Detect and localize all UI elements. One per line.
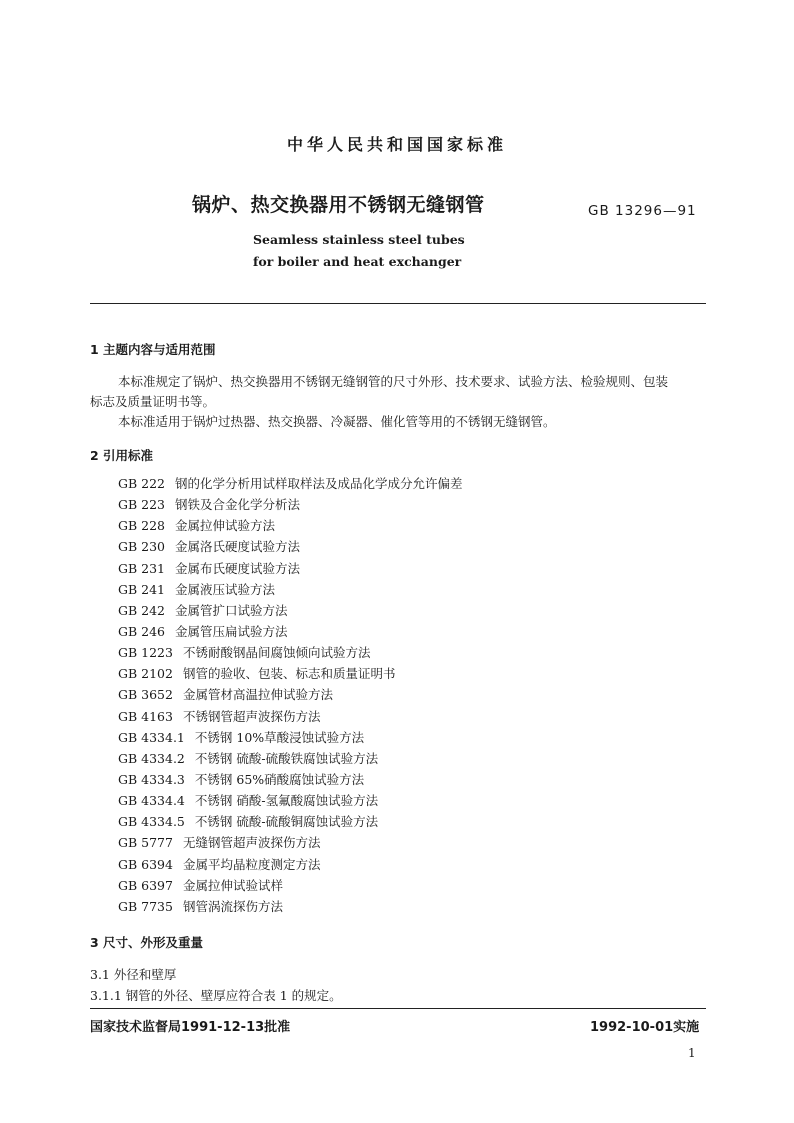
document-title-en-line2: for boiler and heat exchanger — [253, 254, 462, 269]
reference-title: 不锈钢 硫酸-硫酸铜腐蚀试验方法 — [194, 814, 379, 830]
reference-item — [118, 811, 463, 832]
reference-title: 金属管扩口试验方法 — [175, 602, 288, 618]
reference-code: GB 246 — [118, 623, 166, 639]
section-3-1-1-text: 3.1.1 钢管的外径、壁厚应符合表 1 的规定。 — [90, 988, 342, 1003]
reference-code: GB 1223 — [118, 645, 173, 661]
reference-item — [118, 515, 463, 536]
document-title-cn: 锅炉、热交换器用不锈钢无缝钢管 — [192, 194, 485, 216]
reference-code: GB 4163 — [118, 708, 173, 724]
reference-title: 不锈钢 硝酸-氢氟酸腐蚀试验方法 — [194, 793, 379, 809]
footer-divider — [90, 1008, 706, 1009]
reference-code: GB 4334.1 — [118, 729, 185, 745]
approval-date: 国家技术监督局1991-12-13批准 — [90, 1020, 291, 1035]
reference-code: GB 241 — [118, 581, 166, 597]
section-1-paragraph-1-line-1: 本标准规定了锅炉、热交换器用不锈钢无缝钢管的尺寸外形、技术要求、试验方法、检验规则、包装 — [118, 374, 669, 389]
reference-title: 不锈钢 65%硝酸腐蚀试验方法 — [194, 771, 365, 787]
section-2-heading: 2 引用标准 — [90, 448, 154, 463]
reference-item — [118, 600, 463, 621]
reference-code: GB 6397 — [118, 877, 173, 893]
reference-code: GB 7735 — [118, 898, 173, 914]
section-1-paragraph-2: 本标准适用于锅炉过热器、热交换器、冷凝器、催化管等用的不锈钢无缝钢管。 — [118, 414, 556, 429]
reference-code: GB 231 — [118, 560, 166, 576]
reference-title: 钢管涡流探伤方法 — [182, 898, 283, 914]
reference-code: GB 6394 — [118, 856, 173, 872]
reference-code: GB 2102 — [118, 666, 173, 682]
reference-code: GB 230 — [118, 539, 166, 555]
reference-item — [118, 621, 463, 642]
reference-code: GB 228 — [118, 518, 166, 534]
reference-item — [118, 684, 463, 705]
page-number: 1 — [688, 1046, 696, 1060]
standard-number: GB 13296—91 — [588, 203, 697, 219]
reference-item — [118, 896, 463, 917]
reference-title: 金属平均晶粒度测定方法 — [182, 856, 321, 872]
section-3-1-heading: 3.1 外径和壁厚 — [90, 967, 177, 982]
section-3-heading: 3 尺寸、外形及重量 — [90, 935, 204, 950]
reference-title: 钢的化学分析用试样取样法及成品化学成分允许偏差 — [175, 476, 463, 491]
reference-title: 金属布氏硬度试验方法 — [175, 560, 301, 576]
document-title-en-line1: Seamless stainless steel tubes — [253, 232, 465, 247]
reference-title: 金属液压试验方法 — [175, 581, 276, 597]
reference-code: GB 4334.4 — [118, 793, 185, 809]
reference-item — [118, 790, 463, 811]
reference-title: 金属洛氏硬度试验方法 — [175, 539, 301, 555]
reference-code: GB 4334.2 — [118, 750, 185, 766]
reference-item — [118, 473, 463, 494]
reference-title: 不锈耐酸钢晶间腐蚀倾向试验方法 — [182, 645, 371, 661]
national-standard-header: 中华人民共和国国家标准 — [286, 135, 507, 154]
reference-code: GB 223 — [118, 497, 166, 513]
reference-item — [118, 642, 463, 663]
reference-code: GB 5777 — [118, 835, 173, 851]
effective-date: 1992-10-01实施 — [590, 1020, 700, 1035]
reference-title: 无缝钢管超声波探伤方法 — [182, 835, 321, 851]
reference-item — [118, 558, 463, 579]
reference-code: GB 4334.5 — [118, 814, 185, 830]
reference-title: 金属拉伸试验试样 — [182, 877, 283, 893]
reference-item — [118, 769, 463, 790]
reference-item — [118, 706, 463, 727]
reference-item — [118, 579, 463, 600]
reference-item — [118, 663, 463, 684]
reference-title: 不锈钢 硫酸-硫酸铁腐蚀试验方法 — [194, 750, 379, 766]
reference-item — [118, 854, 463, 875]
reference-code: GB 4334.3 — [118, 771, 185, 787]
reference-item — [118, 494, 463, 515]
reference-item — [118, 727, 463, 748]
reference-standards-list — [118, 473, 463, 917]
header-divider — [90, 303, 706, 304]
reference-title: 金属管材高温拉伸试验方法 — [182, 687, 333, 703]
reference-title: 不锈钢 10%草酸浸蚀试验方法 — [194, 729, 365, 745]
reference-title: 钢管的验收、包装、标志和质量证明书 — [182, 666, 396, 682]
reference-item — [118, 875, 463, 896]
reference-title: 金属管压扁试验方法 — [175, 623, 288, 639]
reference-title: 钢铁及合金化学分析法 — [175, 497, 301, 513]
reference-code: GB 3652 — [118, 687, 173, 703]
reference-title: 金属拉伸试验方法 — [175, 518, 276, 534]
section-1-heading: 1 主题内容与适用范围 — [90, 342, 216, 357]
reference-code: GB 222 — [118, 476, 166, 491]
reference-item — [118, 832, 463, 853]
section-1-paragraph-1-line-2: 标志及质量证明书等。 — [90, 394, 216, 409]
reference-item — [118, 748, 463, 769]
reference-title: 不锈钢管超声波探伤方法 — [182, 708, 321, 724]
reference-item — [118, 536, 463, 557]
reference-code: GB 242 — [118, 602, 166, 618]
